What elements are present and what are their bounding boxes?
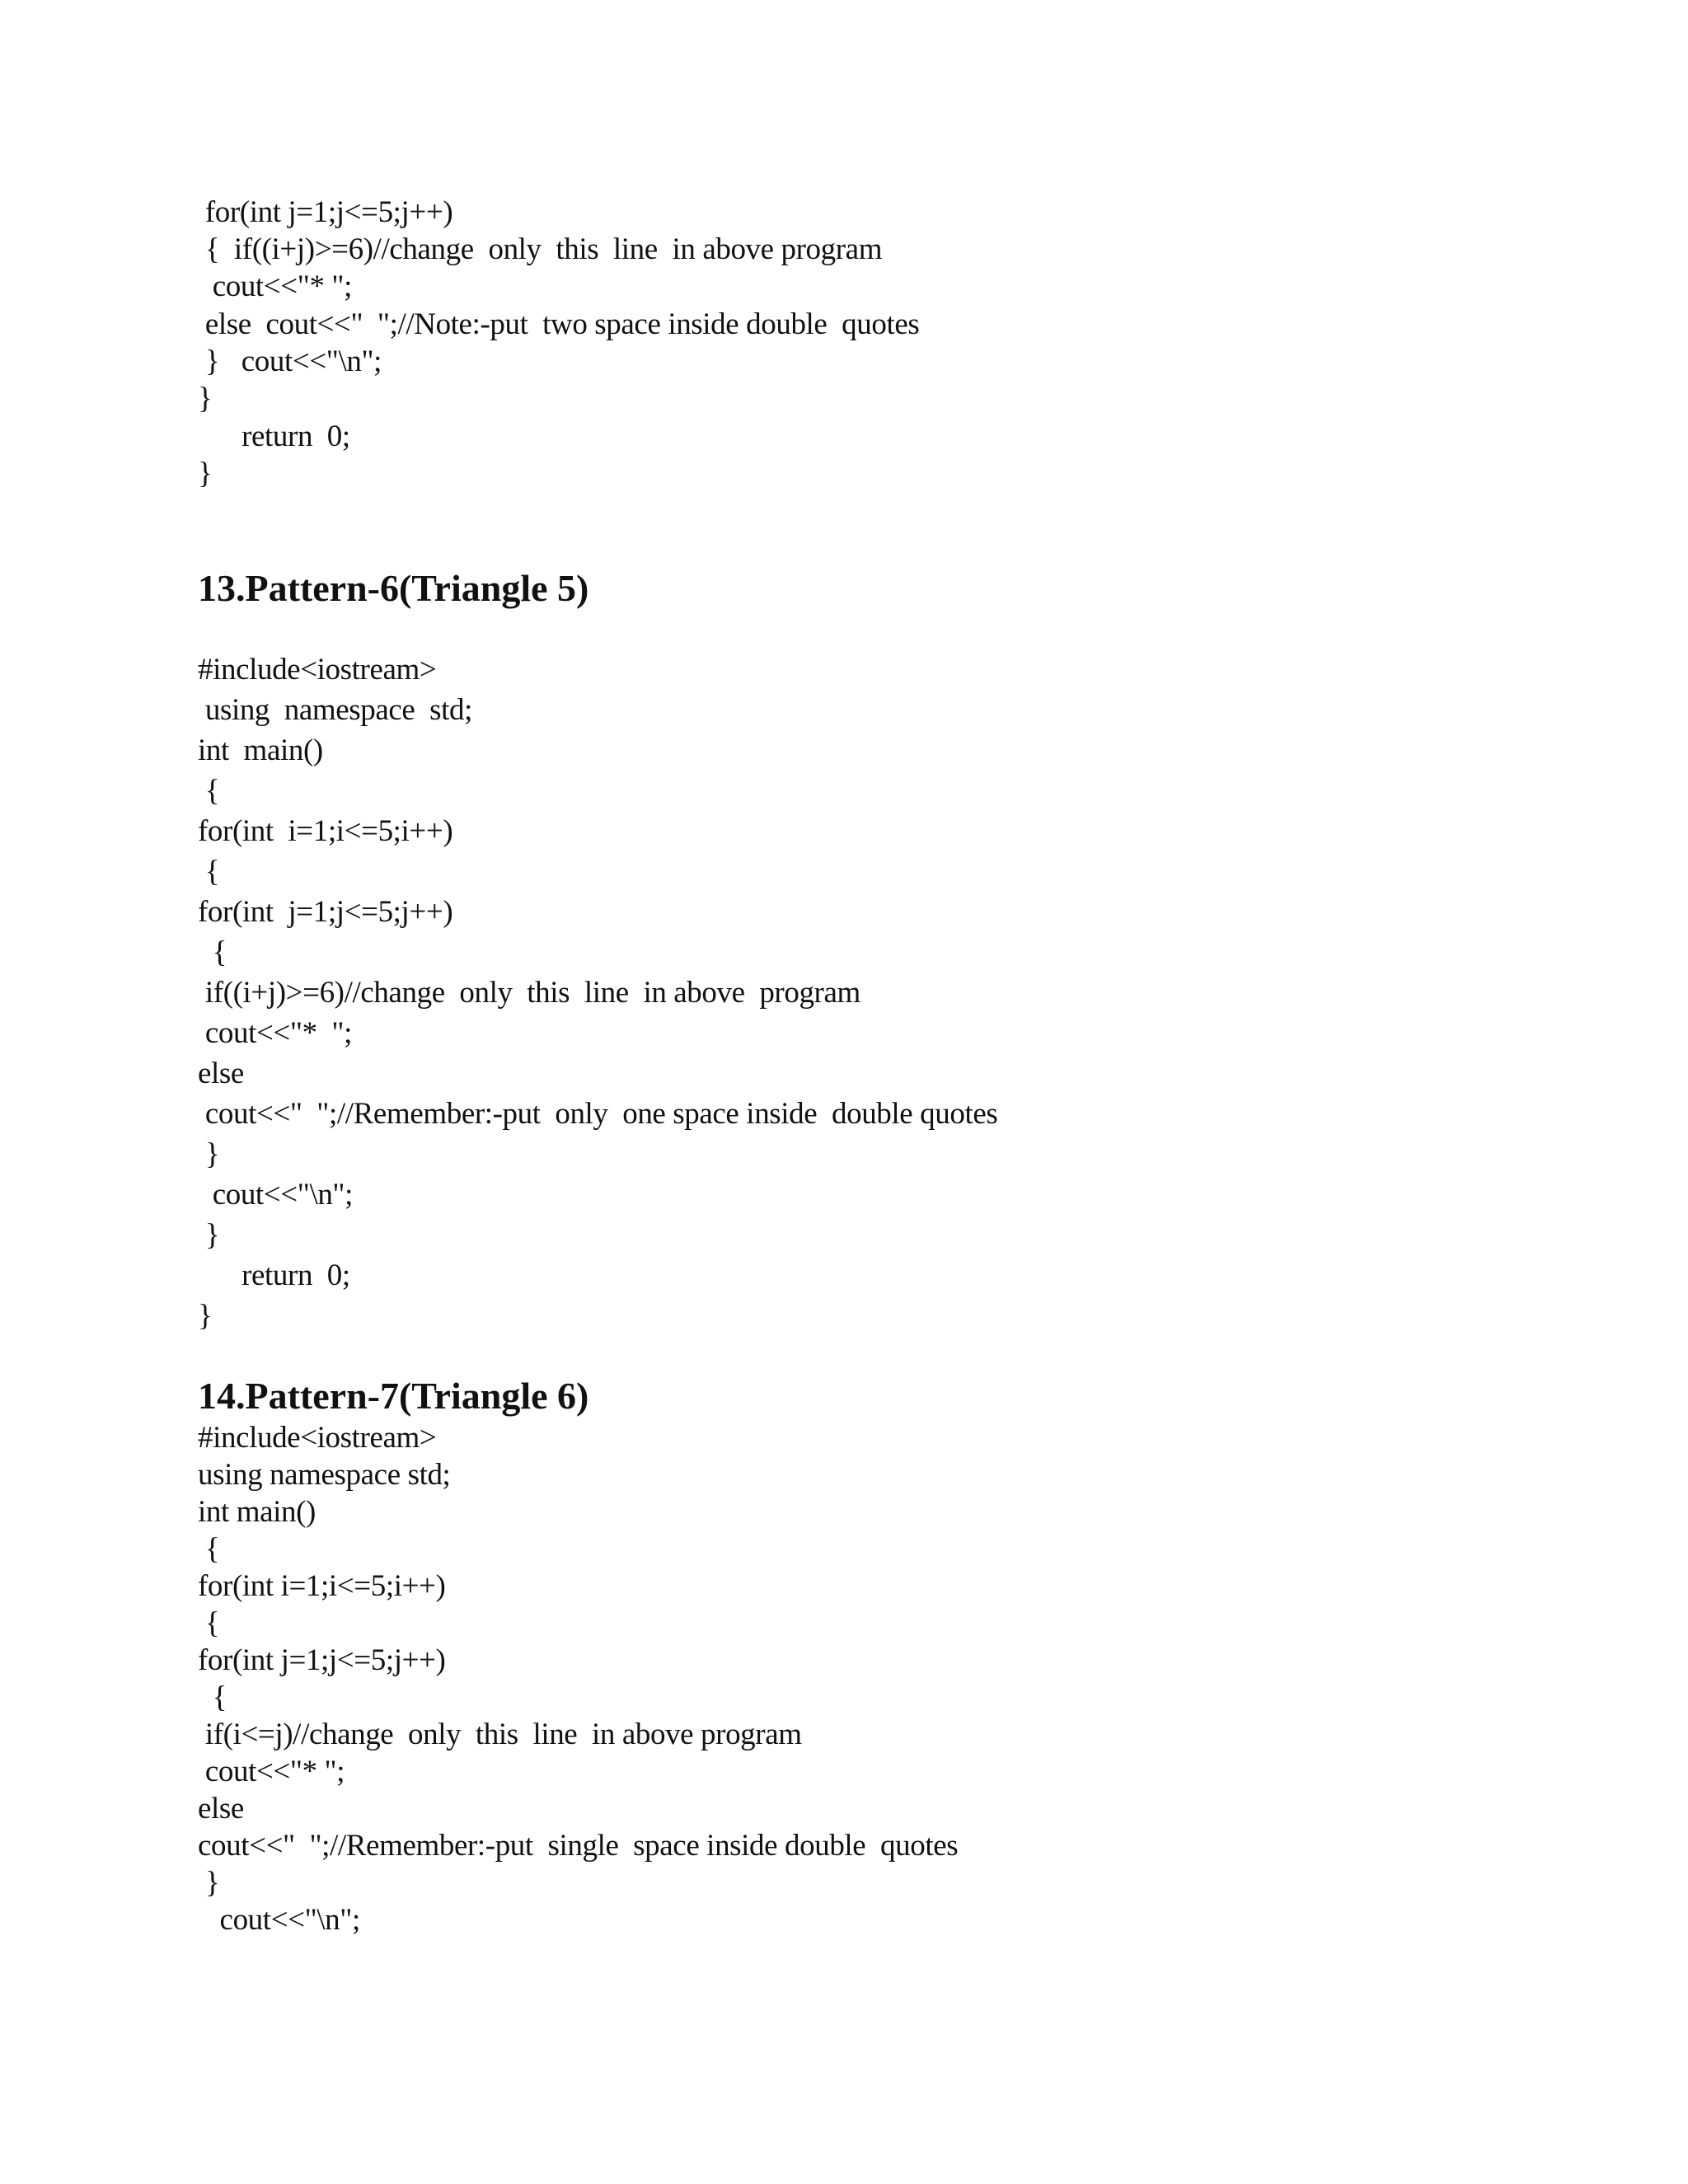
code-line: } (198, 1137, 220, 1171)
code-line: return 0; (198, 1258, 350, 1292)
code-line: if((i+j)>=6)//change only this line in above program (198, 976, 860, 1010)
code-line: else cout<<" ";//Note:-put two space inside double quotes (198, 307, 920, 341)
code-line: if(i<=j)//change only this line in above program (198, 1718, 802, 1751)
code-line: return 0; (198, 419, 350, 453)
code-line: { (198, 1532, 220, 1566)
code-line: cout<<" ";//Remember:-put only one space inside double quotes (198, 1097, 998, 1131)
code-line: cout<<"* "; (198, 1755, 345, 1788)
code-line: for(int i=1;i<=5;i++) (198, 814, 453, 848)
code-line: } (198, 457, 213, 490)
code-line: cout<<"* "; (198, 269, 352, 303)
code-line: { (198, 774, 220, 808)
code-line: } (198, 382, 213, 415)
code-line: else (198, 1057, 244, 1090)
code-line: { if((i+j)>=6)//change only this line in above program (198, 232, 883, 266)
code-line: { (198, 1680, 227, 1714)
code-line: int main() (198, 733, 323, 767)
code-line: { (198, 1606, 220, 1640)
code-line: for(int j=1;j<=5;j++) (198, 1643, 446, 1677)
code-line: cout<<"\n"; (198, 1178, 354, 1212)
code-line: } (198, 1299, 213, 1333)
code-line: { (198, 935, 227, 969)
section-heading: 13.Pattern-6(Triangle 5) (198, 567, 589, 609)
section-heading: 14.Pattern-7(Triangle 6) (198, 1375, 589, 1417)
code-line: for(int i=1;i<=5;i++) (198, 1569, 446, 1603)
code-line: using namespace std; (198, 1458, 451, 1492)
code-line: cout<<" ";//Remember:-put single space inside double quotes (198, 1829, 959, 1863)
code-line: int main() (198, 1495, 316, 1529)
code-line: cout<<"* "; (198, 1016, 352, 1050)
code-line: #include<iostream> (198, 1421, 437, 1455)
code-line: else (198, 1792, 244, 1825)
code-line: } cout<<"\n"; (198, 344, 382, 378)
code-line: using namespace std; (198, 693, 472, 727)
code-line: #include<iostream> (198, 653, 437, 687)
code-line: cout<<"\n"; (198, 1903, 360, 1937)
code-line: } (198, 1218, 220, 1252)
code-line: for(int j=1;j<=5;j++) (198, 195, 453, 229)
code-line: { (198, 855, 220, 888)
code-line: } (198, 1866, 220, 1900)
code-line: for(int j=1;j<=5;j++) (198, 895, 453, 929)
